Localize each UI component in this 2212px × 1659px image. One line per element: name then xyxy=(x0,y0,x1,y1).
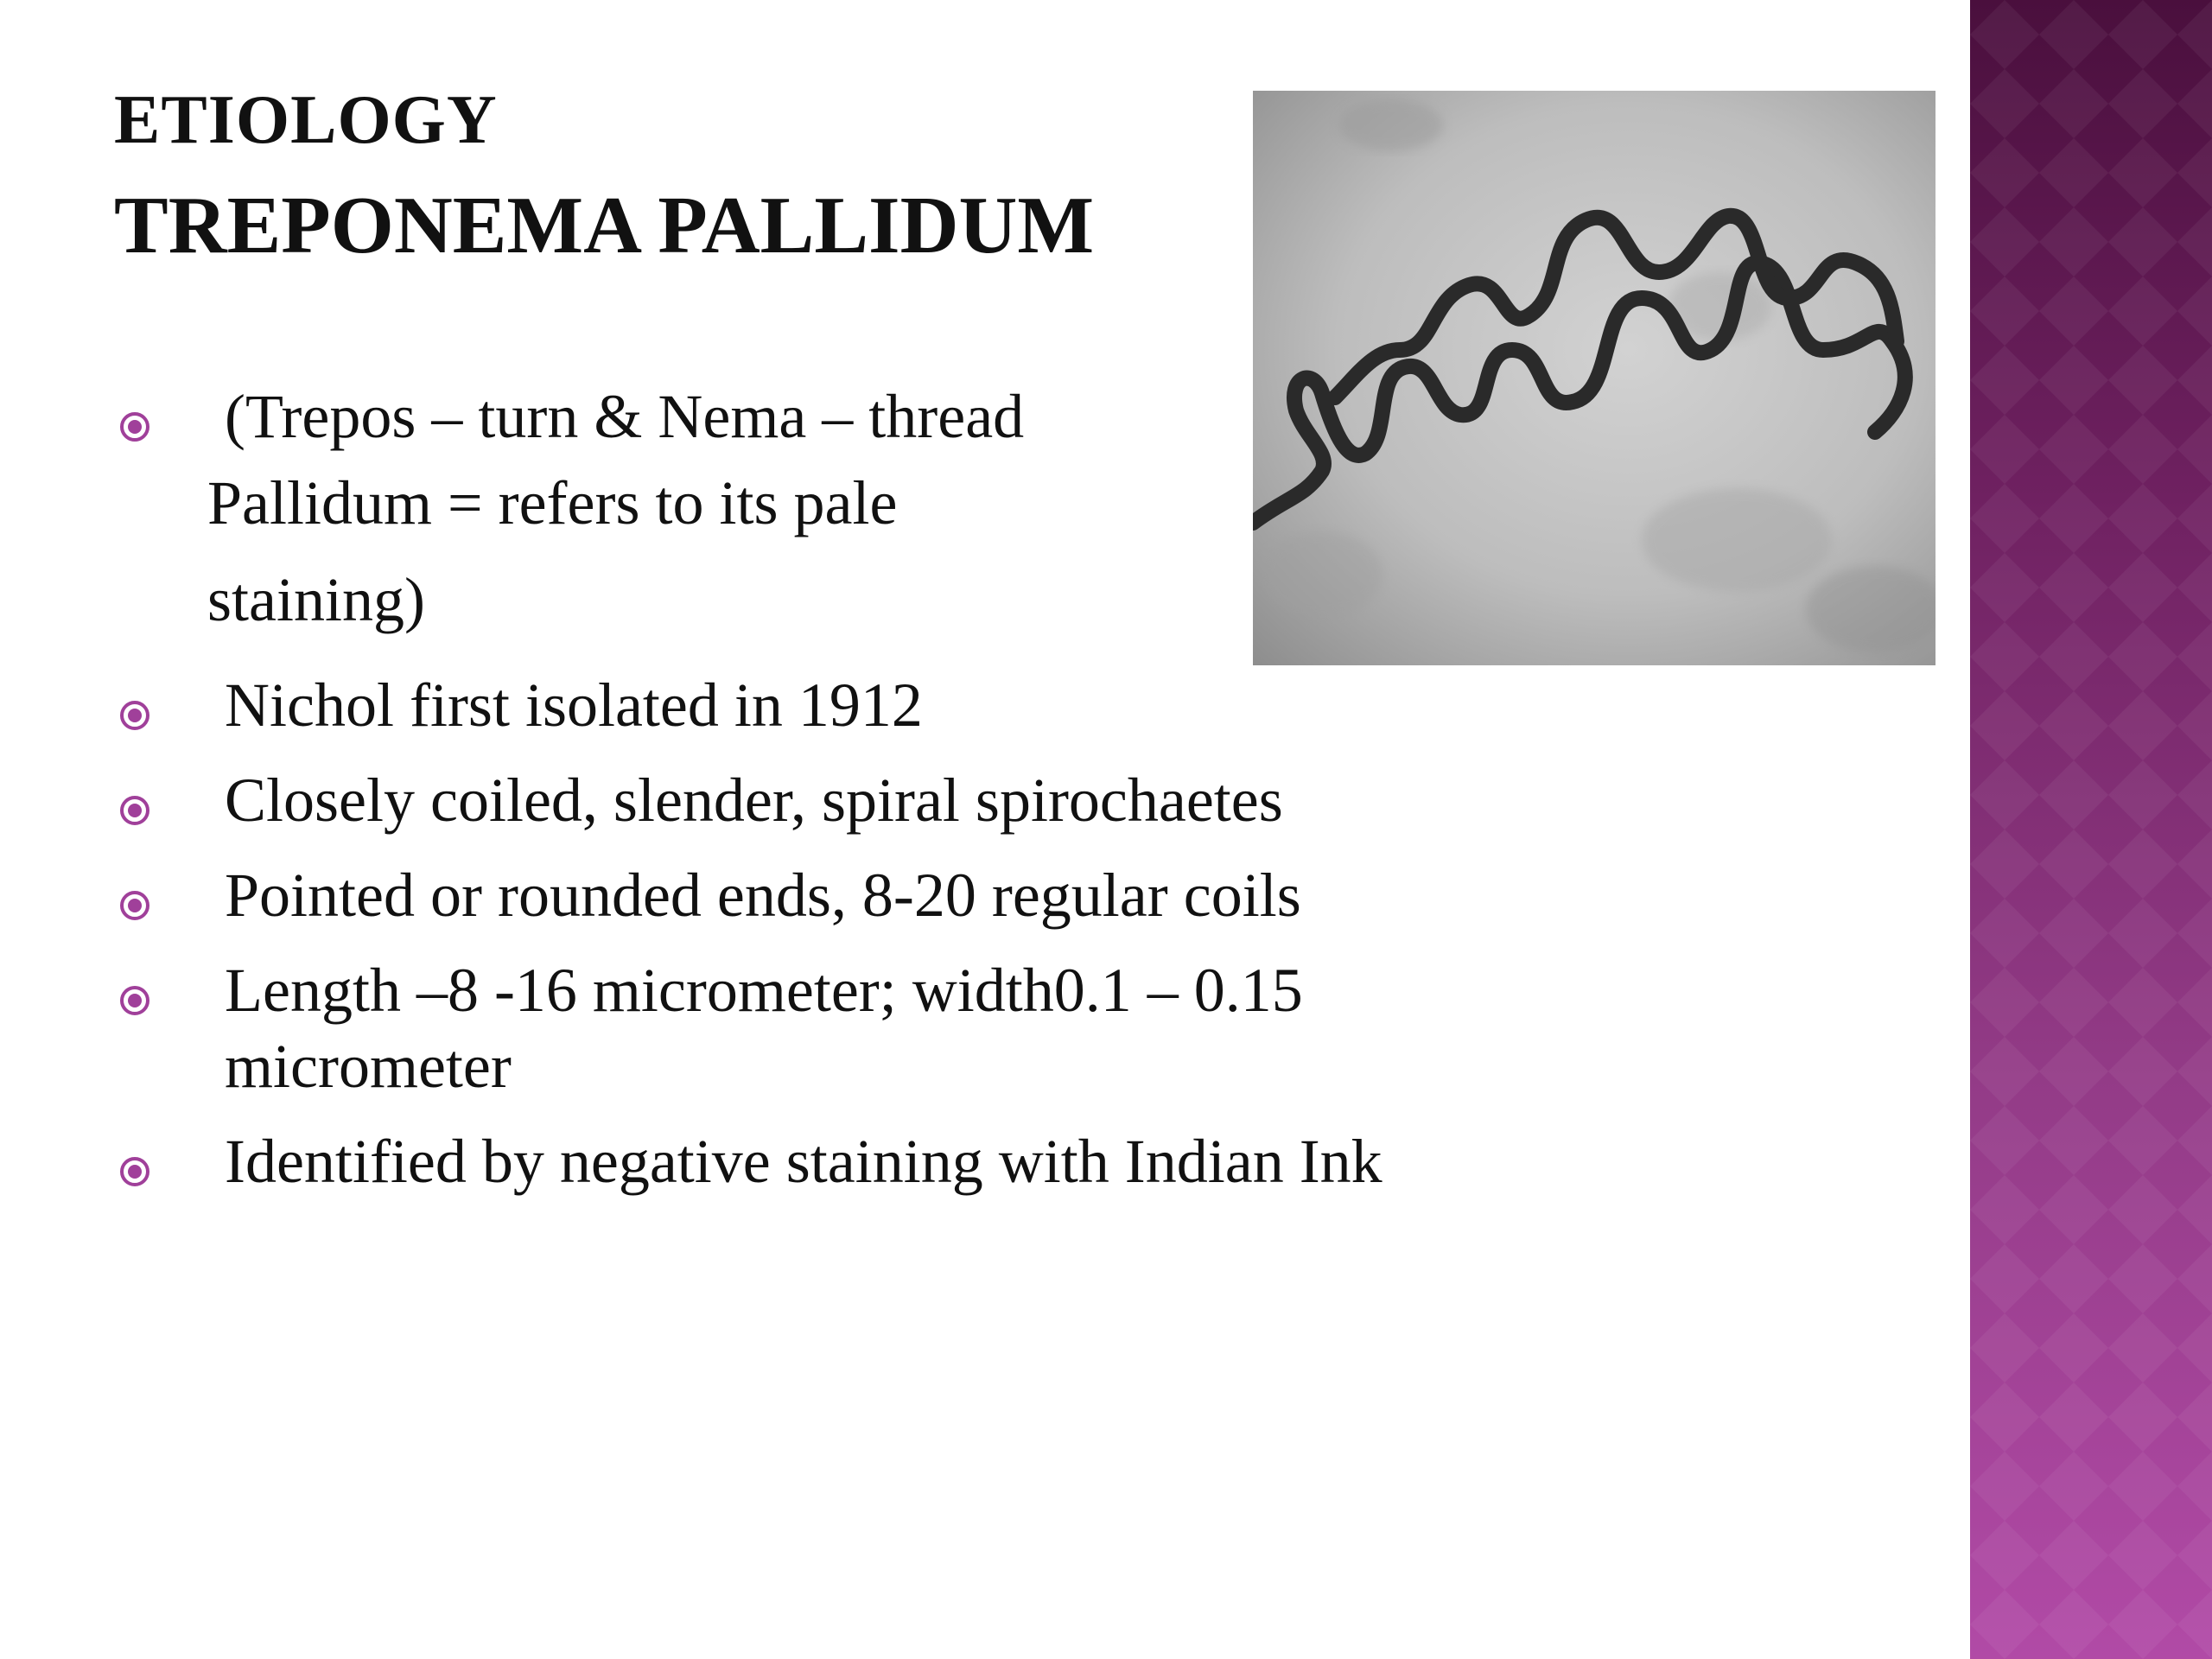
spirochete-micrograph xyxy=(1253,91,1936,665)
bullet-item-staining xyxy=(112,1123,1581,1199)
spirochete-image xyxy=(1253,91,1936,665)
circled-dot-icon xyxy=(119,795,150,826)
bullet-item-size xyxy=(112,952,1581,1104)
bullet-text-continued: staining) xyxy=(207,565,425,634)
circled-dot-icon xyxy=(119,985,150,1016)
decorative-sidebar xyxy=(1970,0,2212,1659)
slide-subheading: TREPONEMA PALLIDUM xyxy=(114,181,1095,270)
bullet-item-morphology xyxy=(112,762,1581,838)
slide-heading: ETIOLOGY xyxy=(114,82,498,158)
bullet-text: Identified by negative staining with Indian Ink xyxy=(225,1127,1382,1196)
bullet-text-continued: Pallidum = refers to its pale xyxy=(207,468,898,537)
bullet-text: (Trepos – turn & Nema – thread xyxy=(225,382,1025,451)
bullet-item-isolation xyxy=(112,667,1581,743)
circled-dot-icon xyxy=(119,411,150,442)
diamond-pattern xyxy=(1970,0,2212,1659)
circled-dot-icon xyxy=(119,700,150,731)
bullet-text: Nichol first isolated in 1912 xyxy=(225,671,923,740)
bullet-item-ends xyxy=(112,857,1581,933)
bullet-text: Closely coiled, slender, spiral spirochaetes xyxy=(225,766,1283,835)
circled-dot-icon xyxy=(119,1156,150,1187)
bullet-text: Pointed or rounded ends, 8-20 regular coils xyxy=(225,861,1301,930)
circled-dot-icon xyxy=(119,890,150,921)
bullet-text: Length –8 -16 micrometer; width0.1 – 0.15 micrometer xyxy=(225,956,1303,1101)
